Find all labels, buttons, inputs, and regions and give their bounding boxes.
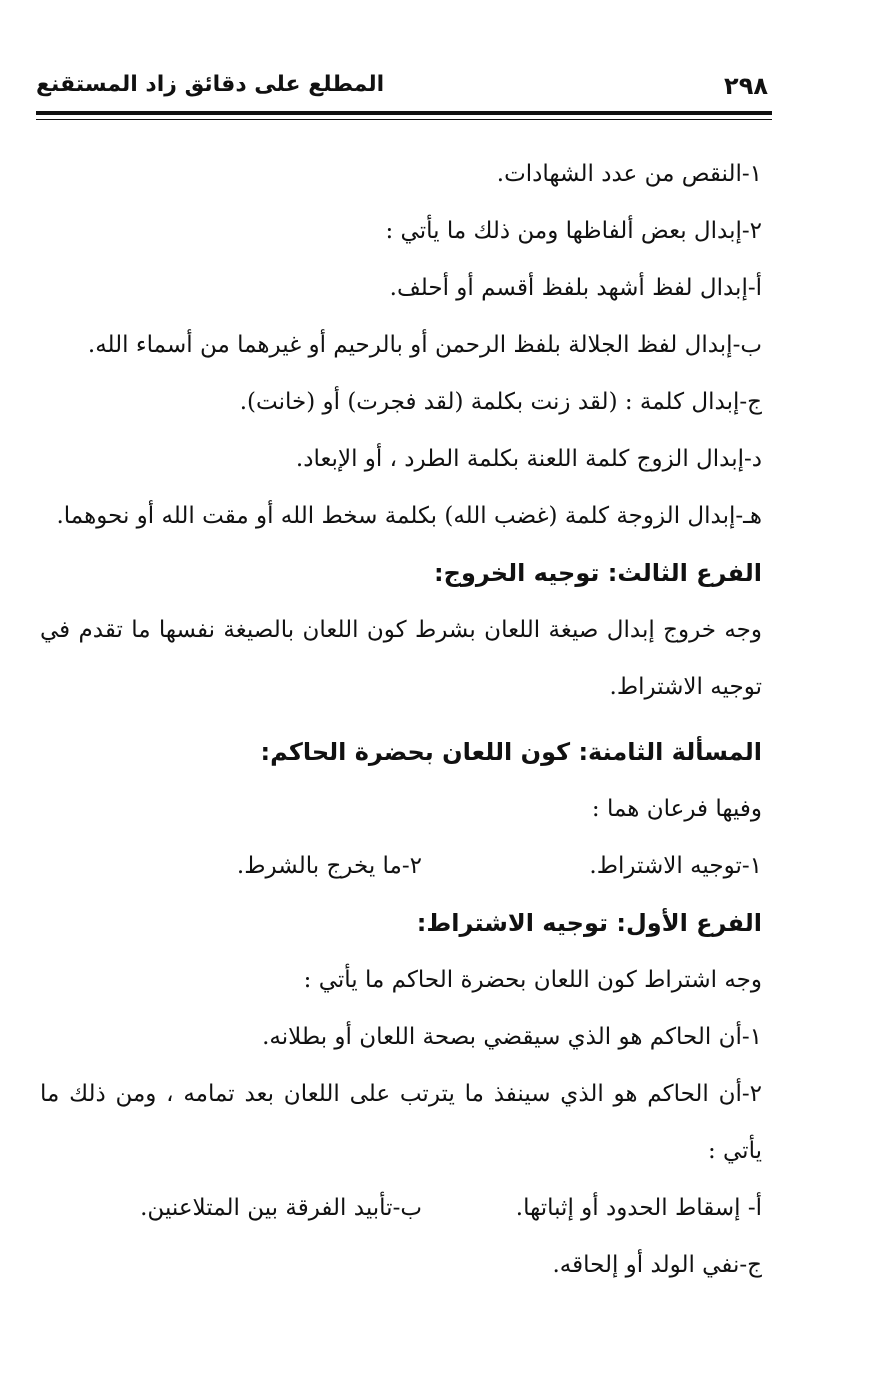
two-column-row <box>40 838 762 895</box>
page-body <box>40 146 762 1294</box>
list-item: ٢-أن الحاكم هو الذي سينفذ ما يترتب على اللعان بعد تمامه ، ومن ذلك ما <box>40 1081 762 1107</box>
list-item: ج-نفي الولد أو إلحاقه. <box>552 1252 762 1278</box>
paragraph-line: وجه خروج إبدال صيغة اللعان بشرط كون اللعان بالصيغة نفسها ما تقدم في <box>40 617 762 643</box>
two-column-row <box>40 1180 762 1237</box>
section-heading: المسألة الثامنة: كون اللعان بحضرة الحاكم: <box>260 738 762 766</box>
list-item: ج-إبدال كلمة : (لقد زنت بكلمة (لقد فجرت) أو (خانت). <box>239 389 762 415</box>
list-item: أ-إبدال لفظ أشهد بلفظ أقسم أو أحلف. <box>389 275 762 301</box>
list-item: أ- إسقاط الحدود أو إثباتها. <box>515 1195 762 1221</box>
list-item: ٢-إبدال بعض ألفاظها ومن ذلك ما يأتي : <box>385 218 762 244</box>
paragraph-line: وجه اشتراط كون اللعان بحضرة الحاكم ما يأتي : <box>303 967 762 993</box>
list-item: ١-أن الحاكم هو الذي سيقضي بصحة اللعان أو بطلانه. <box>262 1024 762 1050</box>
paragraph-line: وفيها فرعان هما : <box>591 796 762 822</box>
list-item: ب-تأبيد الفرقة بين المتلاعنين. <box>140 1195 422 1221</box>
paragraph-line: يأتي : <box>707 1138 762 1164</box>
header-rule-thick <box>36 111 772 115</box>
section-heading: الفرع الثالث: توجيه الخروج: <box>434 559 762 587</box>
section-heading: الفرع الأول: توجيه الاشتراط: <box>416 909 762 937</box>
paragraph-line: توجيه الاشتراط. <box>609 674 762 700</box>
list-item: د-إبدال الزوج كلمة اللعنة بكلمة الطرد ، أو الإبعاد. <box>295 446 762 472</box>
header-rule-thin <box>36 119 772 120</box>
running-title: المطلع على دقائق زاد المستقنع <box>36 72 385 97</box>
list-item: هـ-إبدال الزوجة كلمة (غضب الله) بكلمة سخط الله أو مقت الله أو نحوهما. <box>56 503 762 529</box>
page-header <box>36 64 772 112</box>
list-item: ١-توجيه الاشتراط. <box>589 853 762 879</box>
page-number: ٢٩٨ <box>724 72 768 100</box>
list-item: ٢-ما يخرج بالشرط. <box>236 853 422 879</box>
list-item: ب-إبدال لفظ الجلالة بلفظ الرحمن أو بالرحيم أو غيرهما من أسماء الله. <box>87 332 762 358</box>
list-item: ١-النقص من عدد الشهادات. <box>496 161 762 187</box>
